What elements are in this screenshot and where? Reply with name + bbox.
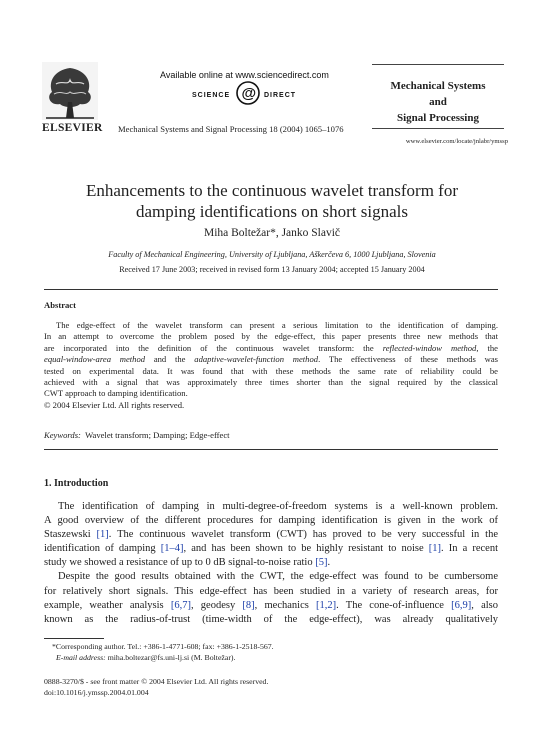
footnote-rule [44,638,104,639]
sciencedirect-logo [192,80,304,106]
abstract-line: tested on experimental data. It was found that with these methods the same rate of reliability could be [44,365,498,376]
sciencedirect-left-word: SCIENCE [192,92,231,99]
journal-name-line-2: and [429,96,447,108]
keywords [44,430,230,440]
keywords-list: Wavelet transform; Damping; Edge-effect [85,430,230,440]
abstract-line: In an attempt to overcome the problem posed by the edge-effect, this paper presents three new methods that [44,331,498,342]
introduction-body [44,500,498,627]
journal-name-line-3: Signal Processing [396,112,479,124]
citation-link[interactable]: [6,9] [451,599,472,611]
body-line: study we showed a resistance of up to 0 dB signal-to-noise ratio [5]. [44,557,331,569]
journal-name-line-1: Mechanical Systems [390,80,486,92]
abstract-copyright: © 2004 Elsevier Ltd. All rights reserved. [44,399,185,410]
body-line: for relatively short signals. This edge-effect has been studied in a variety of research areas, for [44,585,498,597]
elsevier-tree-logo [42,62,98,120]
body-line: known as the radius-of-trust (time-width of the edge-effect), was already qualitatively [44,613,498,625]
email-note: E-mail address: miha.boltezar@fs.uni-lj.si (M. Boltežar). [56,652,236,662]
abstract-body [44,320,498,411]
footnote [52,642,274,663]
citation-link[interactable]: [8] [242,599,255,611]
abstract-line: are incorporated into the definition of the continuous wavelet transform: the reflected-window method, the [44,342,498,353]
citation-link[interactable]: [1–4] [160,543,184,555]
abstract-line: CWT approach to damping identification. [44,388,188,399]
title-line-1: Enhancements to the continuous wavelet transform for [86,181,458,200]
doi-line[interactable]: doi:10.1016/j.ymssp.2004.01.004 [44,688,149,697]
journal-name-box [372,64,504,129]
body-line: Staszewski [1]. The continuous wavelet transform (CWT) has proved to be very successful in the [44,529,498,541]
body-line: Despite the good results obtained with the CWT, the edge-effect was found to be cumbersome [58,571,498,583]
abstract-bottom-rule [44,449,498,450]
journal-citation: Mechanical Systems and Signal Processing 18 (2004) 1065–1076 [118,124,344,134]
keywords-label: Keywords: [44,430,81,440]
citation-link[interactable]: [1] [428,543,442,555]
svg-text:@: @ [241,85,257,102]
citation-link[interactable]: [1] [96,529,109,541]
abstract-line: achieved with a signal that was approximately three times shorter than the signal required by the classical [44,376,498,387]
available-online-text[interactable]: Available online at www.sciencedirect.com [160,70,329,80]
title-line-2: damping identifications on short signals [136,202,408,221]
abstract-line: The edge-effect of the wavelet transform can present a serious limitation to the identification of damping. [56,320,498,330]
citation-link[interactable]: [1,2] [316,599,337,611]
issn-line: 0888-3270/$ - see front matter © 2004 Elsevier Ltd. All rights reserved. [44,677,269,686]
authors: Miha Boltežar*, Janko Slavič [203,227,341,239]
journal-url-link[interactable]: www.elsevier.com/locate/jnlabr/ymssp [405,138,508,145]
corresponding-author-note: *Corresponding author. Tel.: +386-1-4771-608; fax: +386-1-2518-567. [52,642,274,651]
bottom-info [44,676,268,698]
body-line: The identification of damping in multi-degree-of-freedom systems is a well-known problem. [58,501,498,512]
paper-title [40,180,504,222]
section-heading: 1. Introduction [44,478,109,489]
citation-link[interactable]: [6,7] [170,599,191,611]
abstract-heading: Abstract [44,300,76,310]
abstract-line: equal-window-area method and the adaptive-wavelet-function method. The effectiveness of these methods was [44,354,498,365]
publisher-name: ELSEVIER [42,122,103,134]
body-line: identification of damping [1–4], and has been shown to be highly resistant to noise [1]. In a recent [44,543,498,555]
body-line: A good overview of the different procedures for damping identification is given in the work of [44,515,498,527]
received-dates: Received 17 June 2003; received in revised form 13 January 2004; accepted 15 January 2004 [119,265,425,274]
body-line: example, weather analysis [6,7], geodesy [8], mechanics [1,2]. The cone-of-influence [6,9], also [44,599,498,611]
abstract-top-rule [44,289,498,290]
email-link[interactable]: miha.boltezar@fs.uni-lj.si (M. Boltežar). [105,652,236,662]
affiliation: Faculty of Mechanical Engineering, University of Ljubljana, Aškerčeva 6, 1000 Ljubljana, Slovenia [108,250,436,259]
citation-link[interactable]: [5] [315,557,328,569]
sciencedirect-right-word: DIRECT [264,92,297,99]
